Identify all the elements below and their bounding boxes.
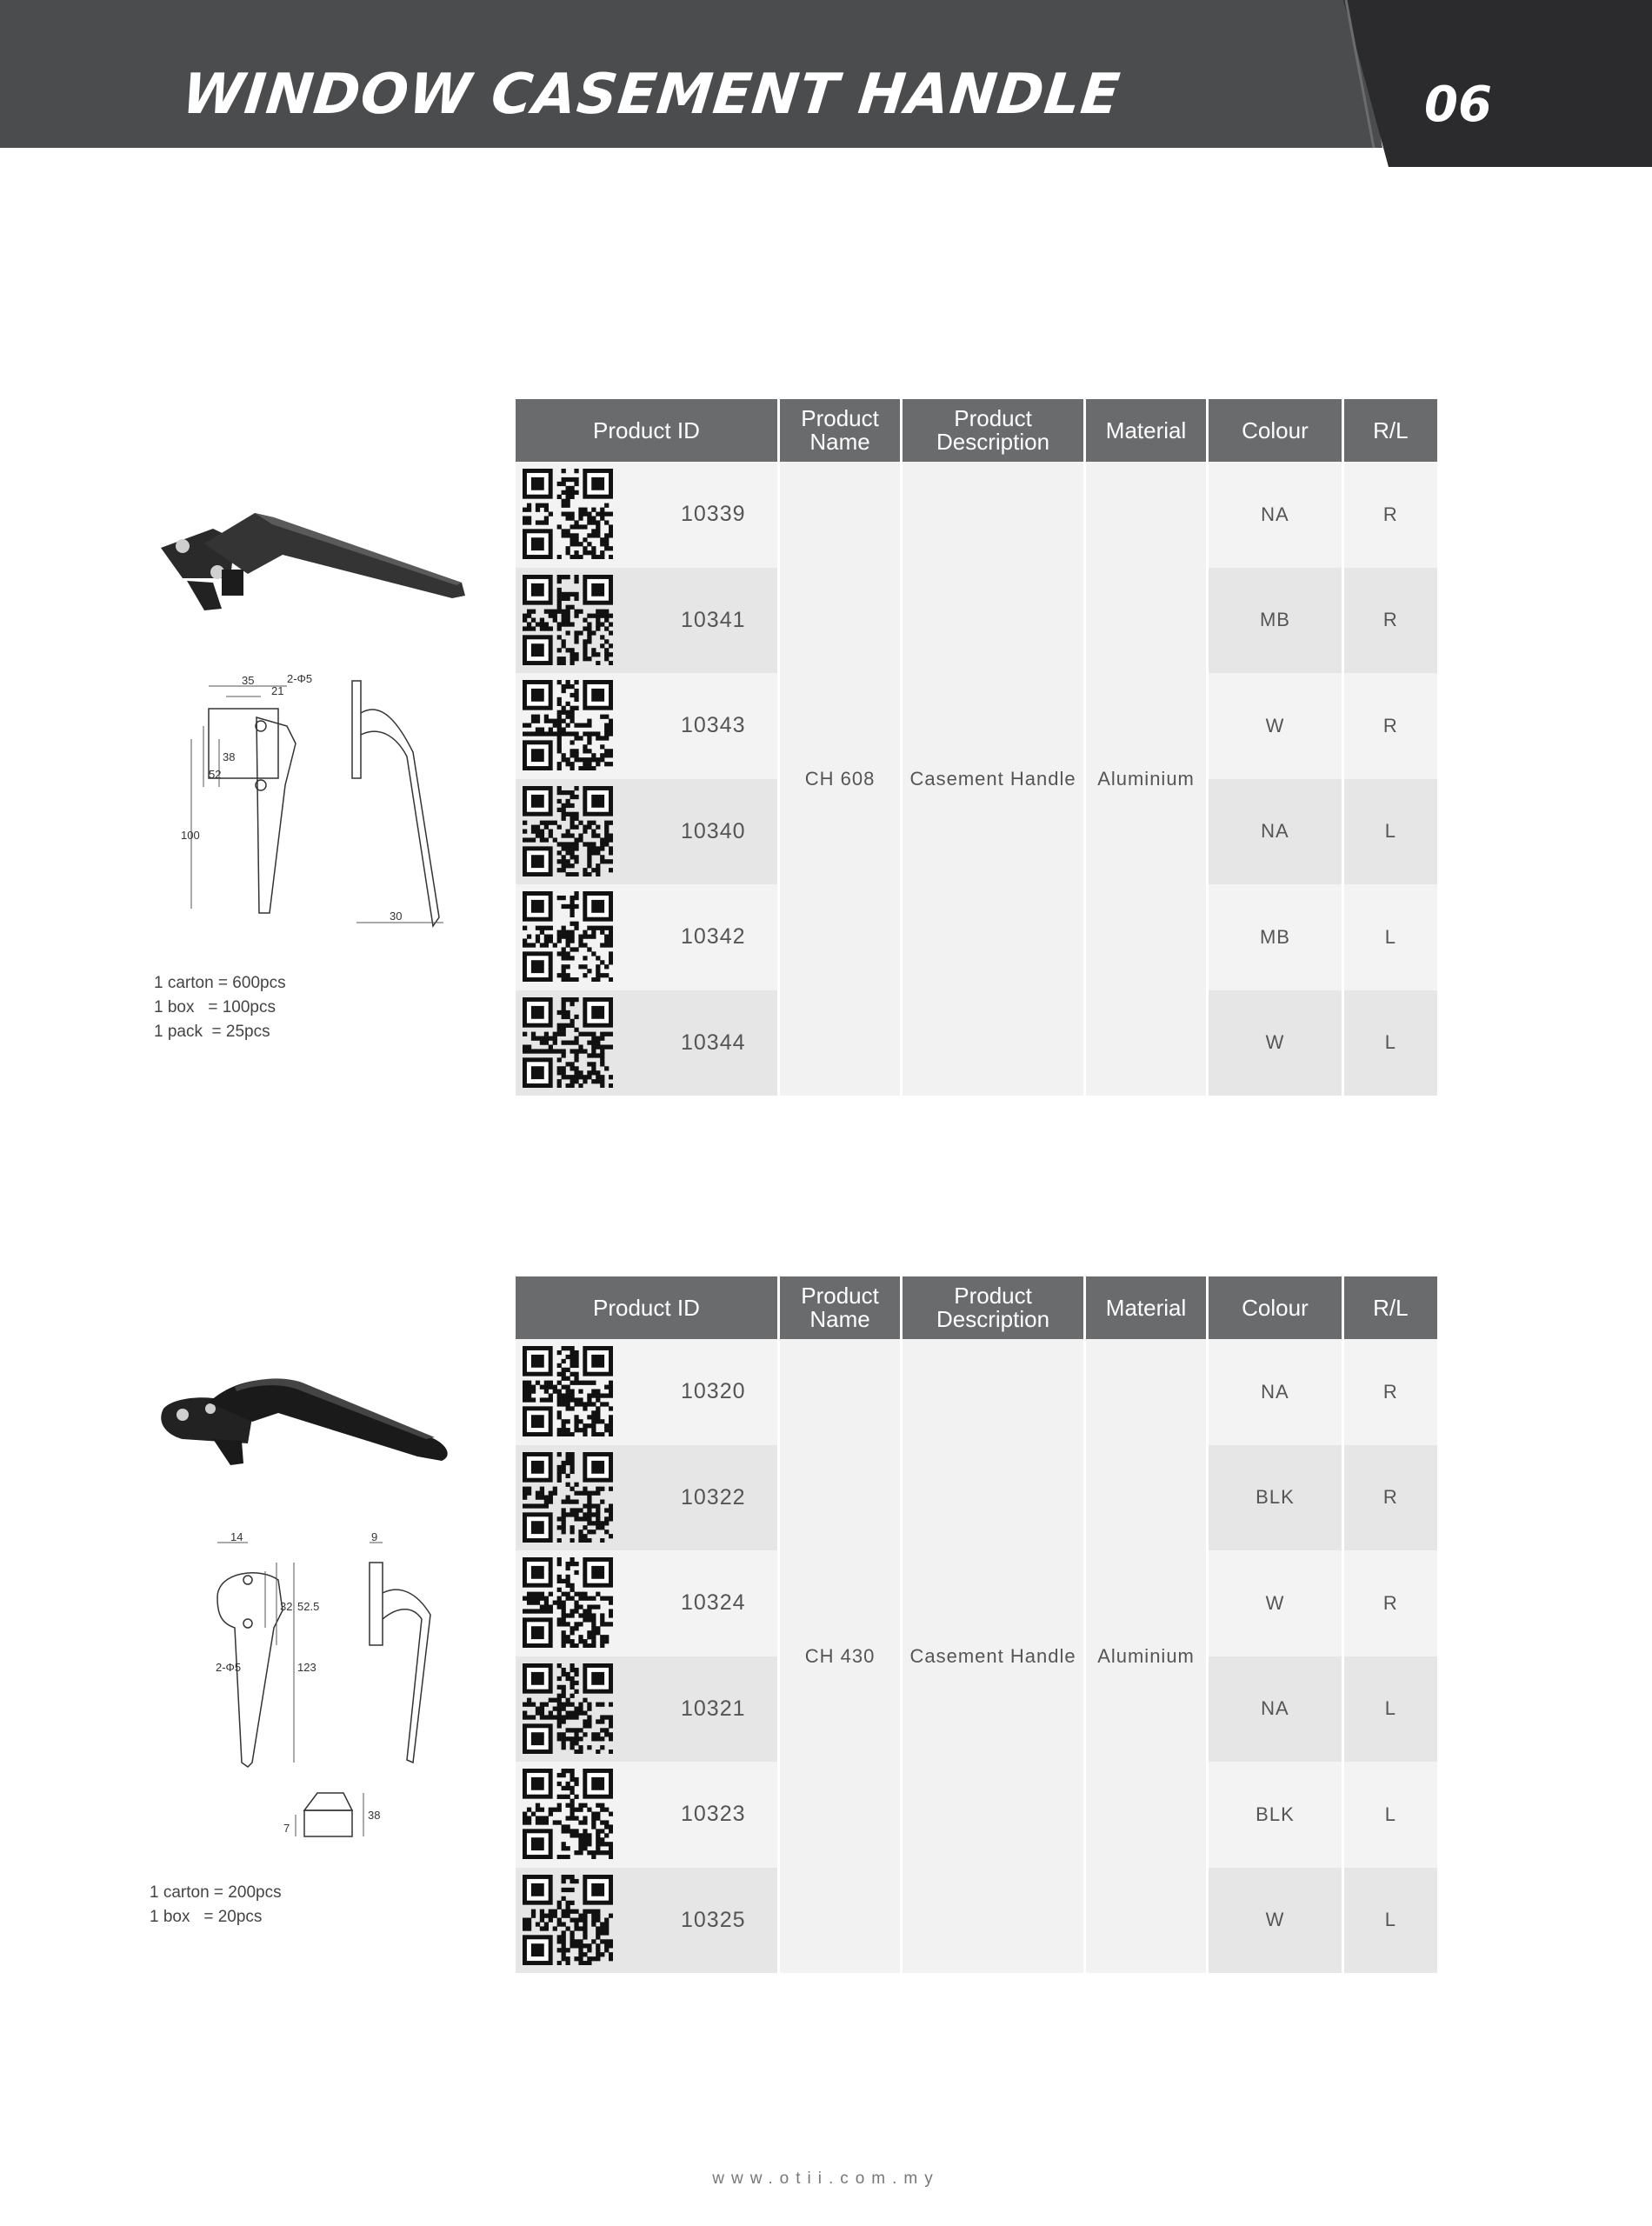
dim-label: 32 xyxy=(280,1600,293,1613)
rl-value: R xyxy=(1344,1550,1437,1656)
qr-code-icon[interactable] xyxy=(523,786,613,876)
col-header-product-name: Product Name xyxy=(780,399,900,462)
col-header-product-name: Product Name xyxy=(780,1276,900,1339)
colour: MB xyxy=(1209,884,1341,990)
technical-drawing-ch608 xyxy=(174,674,461,935)
product-id-cell xyxy=(516,1656,777,1763)
spec-table-ch608 xyxy=(513,399,1440,1096)
product-id: 10323 xyxy=(681,1802,746,1826)
dim-label: 35 xyxy=(242,674,255,687)
packing-line: 1 pack = 25pcs xyxy=(154,1023,270,1041)
product-id: 10339 xyxy=(681,502,746,526)
col-header-product-id: Product ID xyxy=(516,1276,777,1339)
technical-drawing-ch430 xyxy=(200,1532,443,1871)
product-id-cell xyxy=(516,1762,777,1868)
col-header-colour: Colour xyxy=(1209,1276,1341,1339)
product-id: 10321 xyxy=(681,1696,746,1721)
colour: NA xyxy=(1209,779,1341,885)
table-header-row xyxy=(516,1276,1437,1339)
dim-label: 123 xyxy=(297,1661,316,1674)
product-name: CH 430 xyxy=(780,1339,900,1973)
col-header-rl: R/L xyxy=(1344,399,1437,462)
qr-code-icon[interactable] xyxy=(523,1557,613,1648)
colour: W xyxy=(1209,1550,1341,1656)
product-id: 10343 xyxy=(681,713,746,737)
packing-info-ch430 xyxy=(150,1881,282,1929)
page-header xyxy=(0,0,1652,148)
rl-value: L xyxy=(1344,1656,1437,1763)
qr-code-icon[interactable] xyxy=(523,1875,613,1965)
colour: BLK xyxy=(1209,1762,1341,1868)
qr-code-icon[interactable] xyxy=(523,575,613,665)
product-id-cell xyxy=(516,1550,777,1656)
col-header-rl: R/L xyxy=(1344,1276,1437,1339)
colour: W xyxy=(1209,990,1341,1096)
dim-label: 14 xyxy=(230,1532,243,1543)
material: Aluminium xyxy=(1086,1339,1206,1973)
colour: NA xyxy=(1209,1339,1341,1445)
packing-line: 1 carton = 200pcs xyxy=(150,1883,282,1902)
col-header-product-id: Product ID xyxy=(516,399,777,462)
product-id: 10322 xyxy=(681,1484,746,1510)
product-id-cell xyxy=(516,884,777,990)
product-description: Casement Handle xyxy=(903,462,1083,1096)
product-id-cell xyxy=(516,568,777,674)
dim-label: 52 xyxy=(209,768,222,781)
page-number: 06 xyxy=(1424,77,1492,133)
product-id-cell xyxy=(516,990,777,1096)
product-id: 10340 xyxy=(681,818,746,843)
table-row xyxy=(516,462,1437,568)
rl-value: L xyxy=(1344,884,1437,990)
spec-table-ch430 xyxy=(513,1276,1440,1973)
handle-photo-ch608 xyxy=(152,496,474,626)
footer-website[interactable]: www.otii.com.my xyxy=(712,2169,940,2188)
colour: NA xyxy=(1209,462,1341,568)
product-id-cell xyxy=(516,1868,777,1974)
col-header-product-description: Product Description xyxy=(903,1276,1083,1339)
qr-code-icon[interactable] xyxy=(523,1769,613,1859)
dim-label: 52.5 xyxy=(297,1600,320,1613)
dim-label: 7 xyxy=(283,1822,290,1835)
rl-value: L xyxy=(1344,1868,1437,1974)
rl-value: R xyxy=(1344,462,1437,568)
colour: W xyxy=(1209,1868,1341,1974)
product-id: 10324 xyxy=(681,1590,746,1615)
product-id: 10325 xyxy=(681,1907,746,1932)
product-id-cell xyxy=(516,462,777,568)
product-name: CH 608 xyxy=(780,462,900,1096)
qr-code-icon[interactable] xyxy=(523,1346,613,1436)
rl-value: R xyxy=(1344,673,1437,779)
dim-label: 2-Φ5 xyxy=(287,674,313,685)
packing-line: 1 box = 100pcs xyxy=(154,998,276,1016)
qr-code-icon[interactable] xyxy=(523,997,613,1088)
material: Aluminium xyxy=(1086,462,1206,1096)
rl-value: L xyxy=(1344,990,1437,1096)
dim-label: 21 xyxy=(271,684,284,697)
qr-code-icon[interactable] xyxy=(523,891,613,982)
rl-value: R xyxy=(1344,568,1437,674)
product-id: 10342 xyxy=(681,924,746,949)
table-row xyxy=(516,1339,1437,1445)
colour: BLK xyxy=(1209,1445,1341,1551)
colour: NA xyxy=(1209,1656,1341,1763)
product-id-cell xyxy=(516,1339,777,1445)
qr-code-icon[interactable] xyxy=(523,680,613,770)
product-id-cell xyxy=(516,1445,777,1551)
rl-value: L xyxy=(1344,1762,1437,1868)
product-description: Casement Handle xyxy=(903,1339,1083,1973)
product-id: 10341 xyxy=(681,607,746,632)
product-id-cell xyxy=(516,673,777,779)
handle-photo-ch430 xyxy=(157,1370,461,1483)
dim-label: 30 xyxy=(390,910,403,923)
table-header-row xyxy=(516,399,1437,462)
product-id: 10344 xyxy=(681,1030,746,1055)
colour: MB xyxy=(1209,568,1341,674)
col-header-colour: Colour xyxy=(1209,399,1341,462)
rl-value: R xyxy=(1344,1445,1437,1551)
col-header-material: Material xyxy=(1086,1276,1206,1339)
colour: W xyxy=(1209,673,1341,779)
col-header-material: Material xyxy=(1086,399,1206,462)
col-header-product-description: Product Description xyxy=(903,399,1083,462)
qr-code-icon[interactable] xyxy=(523,1452,613,1543)
dim-label: 2-Φ5 xyxy=(216,1661,242,1674)
page-title: WINDOW CASEMENT HANDLE xyxy=(179,63,1123,127)
dim-label: 38 xyxy=(223,750,236,763)
qr-code-icon[interactable] xyxy=(523,1663,613,1754)
rl-value: L xyxy=(1344,779,1437,885)
product-id-cell xyxy=(516,779,777,885)
packing-info-ch608 xyxy=(154,971,286,1044)
packing-line: 1 box = 20pcs xyxy=(150,1908,263,1926)
rl-value: R xyxy=(1344,1339,1437,1445)
dim-label: 100 xyxy=(181,829,200,842)
product-id: 10320 xyxy=(681,1379,746,1403)
dim-label: 38 xyxy=(368,1809,381,1822)
dim-label: 9 xyxy=(371,1532,378,1543)
qr-code-icon[interactable] xyxy=(523,469,613,559)
packing-line: 1 carton = 600pcs xyxy=(154,974,286,992)
